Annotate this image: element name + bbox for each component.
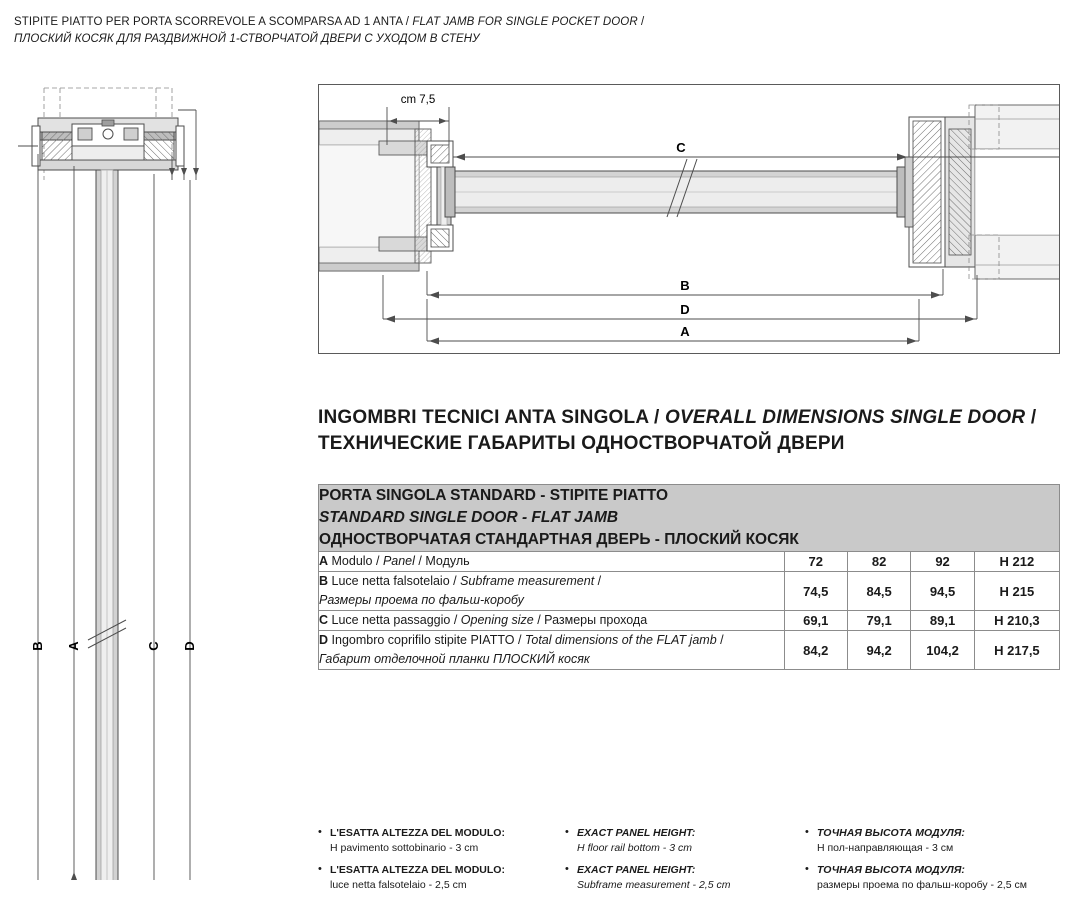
cell-d-h: H 217,5 (974, 631, 1059, 670)
section-title-it: INGOMBRI TECNICI ANTA SINGOLA (318, 407, 649, 428)
row-label-c-ru: Размеры прохода (544, 613, 648, 627)
footnotes (318, 826, 1060, 900)
footnote-title: ТОЧНАЯ ВЫСОТА МОДУЛЯ: (817, 864, 965, 876)
cell-c-82: 79,1 (847, 611, 910, 631)
table-header-it: PORTA SINGOLA STANDARD - STIPITE PIATTO (319, 487, 669, 504)
row-label-d-it: Ingombro coprifilo stipite PIATTO (331, 633, 515, 647)
row-label-b: B Luce netta falsotelaio / Subframe measurement / Размеры проема по фальш-коробу (319, 572, 785, 611)
table-header-ru: ОДНОСТВОРЧАТАЯ СТАНДАРТНАЯ ДВЕРЬ - ПЛОСКИЙ КОСЯК (319, 531, 799, 548)
footnote-item (318, 863, 553, 893)
table-row (319, 611, 1060, 631)
footnote-column-it (318, 826, 565, 900)
table-row (319, 572, 1060, 611)
cm-dimension-label: cm 7,5 (400, 94, 436, 106)
left-dim-label-d: D (182, 641, 197, 651)
vertical-section-svg (10, 80, 300, 880)
table-header-row (319, 485, 1060, 552)
row-label-d-en: Total dimensions of the FLAT jamb (524, 633, 717, 647)
row-label-a-ru: Модуль (425, 554, 470, 568)
document-header (14, 14, 714, 48)
dim-label-b: B (680, 278, 690, 293)
cell-b-82: 84,5 (847, 572, 910, 611)
left-dim-label-c: C (146, 641, 161, 651)
section-title-ru: ТЕХНИЧЕСКИЕ ГАБАРИТЫ ОДНОСТВОРЧАТОЙ ДВЕРИ (318, 433, 845, 454)
footnote-body: H pavimento sottobinario - 3 cm (330, 842, 479, 854)
footnote-body: размеры проема по фальш-коробу - 2,5 см (817, 879, 1027, 891)
cell-b-72: 74,5 (784, 572, 847, 611)
row-label-d: D Ingombro coprifilo stipite PIATTO / Total dimensions of the FLAT jamb / Габарит отделочной планки ПЛОСКИЙ косяк (319, 631, 785, 670)
vertical-section-drawing (10, 80, 300, 880)
row-label-a: A Modulo / Panel / Модуль (319, 552, 785, 572)
header-line-1 (14, 14, 714, 31)
table-header-cell (319, 485, 1060, 552)
cell-a-92: 92 (911, 552, 975, 572)
row-key-b: B (319, 574, 329, 588)
header-title-it: STIPITE PIATTO PER PORTA SCORREVOLE A SCOMPARSA AD 1 ANTA (14, 16, 403, 28)
row-label-a-en: Panel (382, 554, 415, 568)
horizontal-section-svg (319, 85, 1060, 354)
cell-d-92: 104,2 (911, 631, 975, 670)
footnote-body: Subframe measurement - 2,5 cm (577, 879, 731, 891)
cell-c-92: 89,1 (911, 611, 975, 631)
cell-b-h: H 215 (974, 572, 1059, 611)
footnote-item (565, 826, 793, 856)
footnote-item (318, 826, 553, 856)
table-row (319, 552, 1060, 572)
row-label-b-en: Subframe measurement (460, 574, 595, 588)
footnote-column-ru (805, 826, 1060, 900)
cell-d-72: 84,2 (784, 631, 847, 670)
footnote-body: H floor rail bottom - 3 cm (577, 842, 692, 854)
footnote-body: luce netta falsotelaio - 2,5 cm (330, 879, 467, 891)
horizontal-section-drawing (318, 84, 1060, 354)
row-label-c: C Luce netta passaggio / Opening size / Размеры прохода (319, 611, 785, 631)
row-label-a-it: Modulo (331, 554, 373, 568)
cell-a-82: 82 (847, 552, 910, 572)
row-label-b-it: Luce netta falsotelaio (331, 574, 450, 588)
header-sep-2: / (637, 16, 645, 28)
footnote-body: Н пол-направляющая - 3 см (817, 842, 954, 854)
footnote-title: L'ESATTA ALTEZZA DEL MODULO: (330, 864, 505, 876)
dim-label-a: A (680, 324, 690, 339)
cell-c-h: H 210,3 (974, 611, 1059, 631)
cell-a-72: 72 (784, 552, 847, 572)
cell-b-92: 94,5 (911, 572, 975, 611)
cell-d-82: 94,2 (847, 631, 910, 670)
cell-a-h: H 212 (974, 552, 1059, 572)
header-sep-1: / (402, 16, 413, 28)
footnote-title: L'ESATTA ALTEZZA DEL MODULO: (330, 827, 505, 839)
row-key-c: C (319, 613, 329, 627)
section-heading (318, 405, 1060, 457)
specification-table (318, 484, 1060, 670)
footnote-column-en (565, 826, 805, 900)
section-title-en: OVERALL DIMENSIONS SINGLE DOOR (664, 407, 1026, 428)
row-key-d: D (319, 633, 329, 647)
dim-label-d: D (680, 302, 690, 317)
section-title-end: / (1025, 407, 1037, 428)
header-title-ru: ПЛОСКИЙ КОСЯК ДЛЯ РАЗДВИЖНОЙ 1-СТВОРЧАТОЙ ДВЕРИ С УХОДОМ В СТЕНУ (14, 33, 480, 45)
row-label-d-ru: Габарит отделочной планки ПЛОСКИЙ косяк (319, 652, 590, 666)
left-dim-label-b: B (30, 641, 45, 651)
footnote-title: EXACT PANEL HEIGHT: (577, 827, 696, 839)
row-label-b-ru: Размеры проема по фальш-коробу (319, 593, 524, 607)
section-title-sep: / (648, 407, 665, 428)
footnote-item (805, 826, 1048, 856)
footnote-title: EXACT PANEL HEIGHT: (577, 864, 696, 876)
cell-c-72: 69,1 (784, 611, 847, 631)
table-row (319, 631, 1060, 670)
dim-label-c: C (676, 140, 686, 155)
left-dim-label-a: A (66, 641, 81, 651)
table-header-en: STANDARD SINGLE DOOR - FLAT JAMB (319, 509, 619, 526)
footnote-item (565, 863, 793, 893)
footnote-item (805, 863, 1048, 893)
header-title-en: FLAT JAMB FOR SINGLE POCKET DOOR (412, 16, 638, 28)
footnote-title: ТОЧНАЯ ВЫСОТА МОДУЛЯ: (817, 827, 965, 839)
row-label-c-en: Opening size (460, 613, 534, 627)
row-label-c-it: Luce netta passaggio (331, 613, 451, 627)
row-key-a: A (319, 554, 329, 568)
